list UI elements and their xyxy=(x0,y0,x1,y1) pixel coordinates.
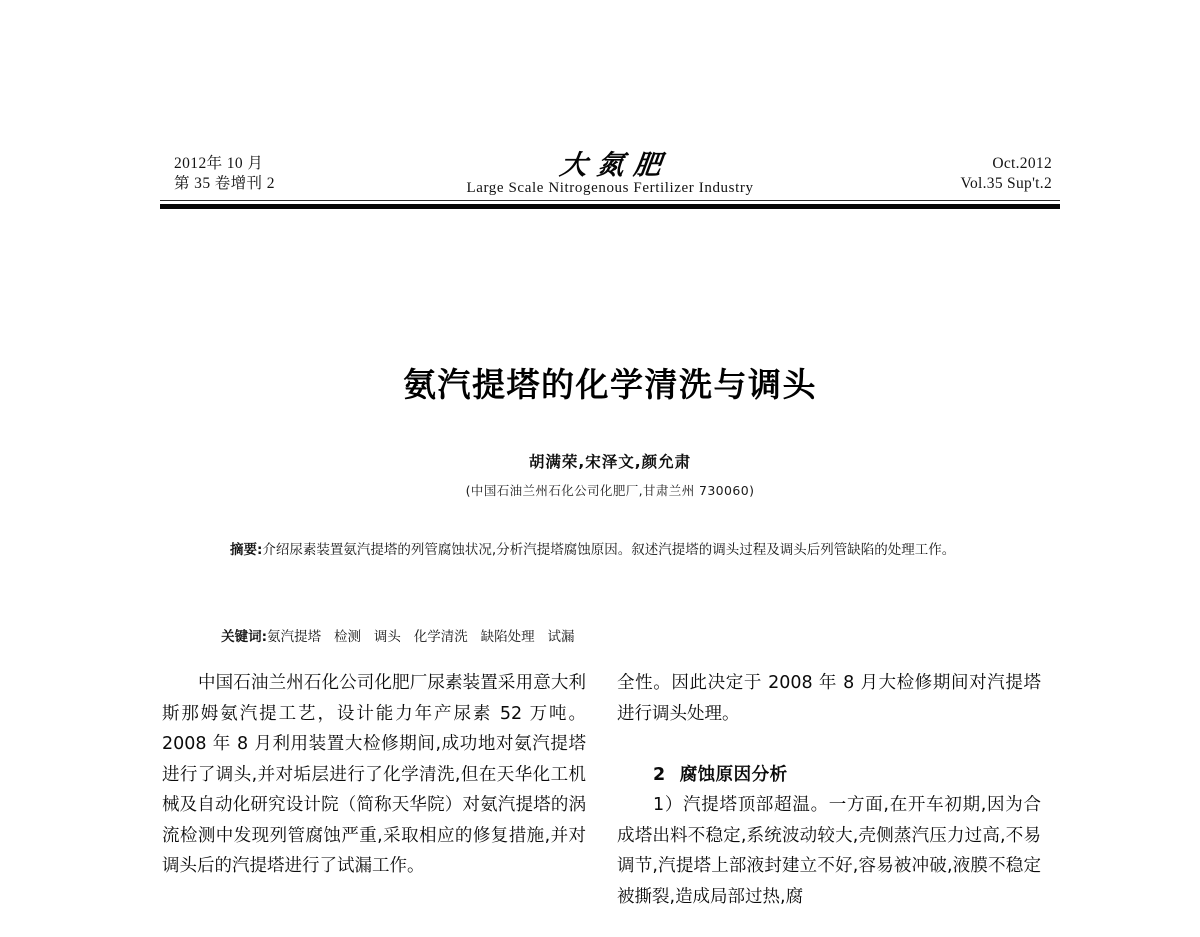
keywords-text: 氨汽提塔 检测 调头 化学清洗 缺陷处理 试漏 xyxy=(267,629,575,645)
left-paragraph-1: 中国石油兰州石化公司化肥厂尿素装置采用意大利斯那姆氨汽提工艺，设计能力年产尿素 52 万吨。2008 年 8 月利用装置大检修期间,成功地对氨汽提塔进行了调头,并对垢层进行了化学清洗,但在天华化工机械及自动化研究设计院（简称天华院）对氨汽提塔的涡流检测中发现列管腐蚀严重,采取相应的修复措施,并对调头后的汽提塔进行了试漏工作。 xyxy=(162,673,586,876)
article-title: 氨汽提塔的化学清洗与调头 xyxy=(403,365,817,404)
page-masthead xyxy=(160,150,1060,202)
body-column-right xyxy=(617,668,1041,912)
journal-name-en: Large Scale Nitrogenous Fertilizer Industry xyxy=(466,180,754,196)
issue-info-right xyxy=(960,154,1052,194)
right-paragraph-1: 全性。因此决定于 2008 年 8 月大检修期间对汽提塔进行调头处理。 xyxy=(617,673,1041,724)
issue-date-en: Oct.2012 xyxy=(992,155,1052,172)
issue-volume-en: Vol.35 Sup't.2 xyxy=(960,175,1052,192)
right-paragraph-2: 1）汽提塔顶部超温。一方面,在开车初期,因为合成塔出料不稳定,系统波动较大,壳侧蒸汽压力过高,不易调节,汽提塔上部液封建立不好,容易被冲破,液膜不稳定被撕裂,造成局部过热,腐 xyxy=(617,795,1041,907)
keywords-label: 关键词: xyxy=(221,629,268,645)
article-authors: 胡满荣,宋泽文,颜允肃 xyxy=(528,453,692,471)
header-rule-thick xyxy=(160,204,1060,209)
journal-name-cn: 大氮肥 xyxy=(557,150,673,180)
article-keywords xyxy=(204,598,1014,676)
article-affiliation: (中国石油兰州石化公司化肥厂,甘肃兰州 730060) xyxy=(465,483,755,498)
section-title: 腐蚀原因分析 xyxy=(679,764,788,785)
column-spacer xyxy=(617,729,1041,760)
abstract-label: 摘要: xyxy=(230,542,263,558)
journal-title-block xyxy=(160,150,1060,197)
issue-volume-cn: 第 35 卷增刊 2 xyxy=(174,175,275,192)
article-abstract xyxy=(204,536,1014,565)
section-heading-2 xyxy=(617,760,1041,791)
abstract-text: 介绍尿素装置氨汽提塔的列管腐蚀状况,分析汽提塔腐蚀原因。叙述汽提塔的调头过程及调头后列管缺陷的处理工作。 xyxy=(262,542,956,558)
issue-date-cn: 2012年 10 月 xyxy=(174,155,264,172)
body-column-left xyxy=(162,668,586,882)
section-number: 2 xyxy=(653,764,666,785)
header-rule-thin xyxy=(160,200,1060,201)
